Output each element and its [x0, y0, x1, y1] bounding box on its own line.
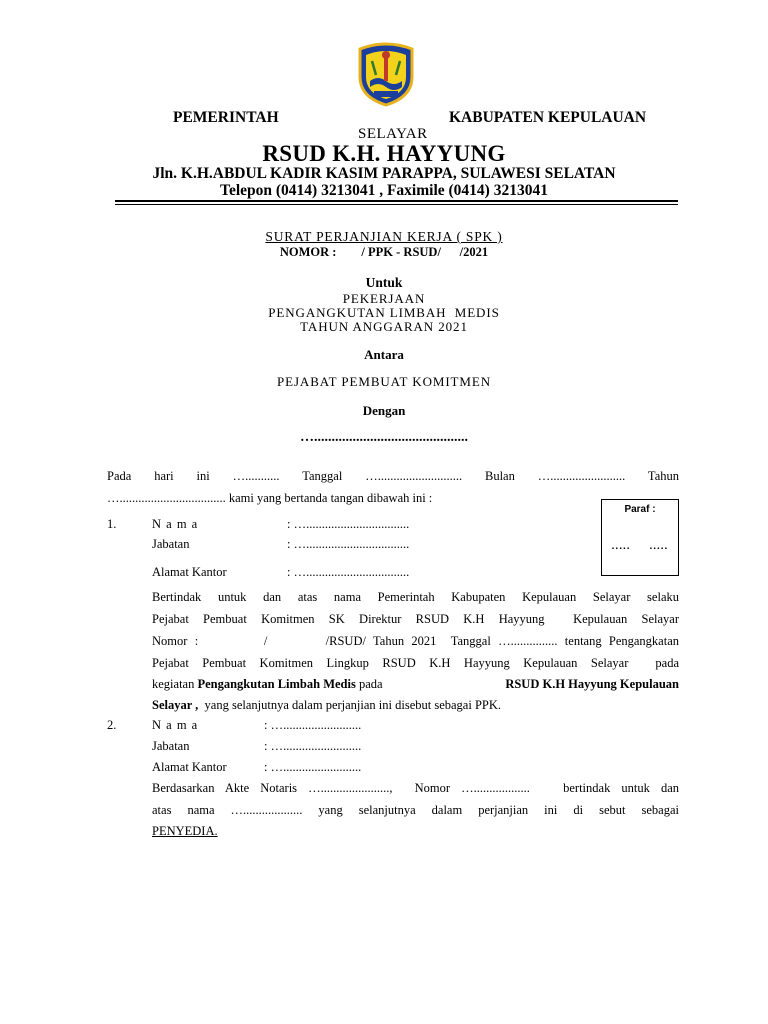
document-number: NOMOR : / PPK - RSUD/ /2021 — [279, 245, 489, 259]
initials-box — [601, 499, 679, 576]
pekerjaan-label: PEKERJAAN — [342, 291, 426, 306]
section-1-position-label: Jabatan — [152, 537, 190, 551]
intro-line-2: ….................................. kami yang bertanda tangan dibawah ini : — [107, 491, 433, 505]
section-1-address-label: Alamat Kantor — [152, 565, 227, 579]
regency-name: SELAYAR — [358, 126, 428, 142]
job-name-inline: Pengangkutan Limbah Medis — [197, 677, 356, 691]
initials-dots: ..... ..... — [611, 541, 669, 552]
regency-emblem-icon — [356, 41, 416, 107]
section-1-para-line-5 — [152, 677, 679, 692]
regency-name-inline: Selayar , — [152, 698, 199, 712]
section-2-address-value: : …......................... — [264, 760, 362, 774]
section-1-position-value: : …................................. — [287, 537, 410, 551]
document-title: SURAT PERJANJIAN KERJA ( SPK ) — [265, 229, 503, 244]
header-divider-thin — [115, 204, 678, 205]
section-1-para-line-1: Bertindak untuk dan atas nama Pemerintah Kabupaten Kepulauan Selayar selaku — [152, 590, 679, 604]
hospital-name: RSUD K.H. HAYYUNG — [262, 141, 506, 166]
section-2-name-value: : …......................... — [264, 718, 362, 732]
section-1-name-label: N a m a — [152, 517, 199, 531]
section-2-name-label: N a m a — [152, 718, 199, 732]
section-1-address-value: : …................................. — [287, 565, 410, 579]
dengan-label: Dengan — [362, 403, 406, 418]
party-two-placeholder: …............................................ — [300, 430, 468, 445]
provider-label: PENYEDIA. — [152, 824, 218, 838]
section-2-para-line-1: Berdasarkan Akte Notaris …......................, Nomor ….................. bertindak untuk dan — [152, 781, 679, 795]
party-one-title: PEJABAT PEMBUAT KOMITMEN — [277, 374, 491, 389]
section-1-number: 1. — [107, 517, 117, 531]
hospital-address: Jln. K.H.ABDUL KADIR KASIM PARAPPA, SULAWESI SELATAN — [152, 165, 616, 182]
section-2-position-label: Jabatan — [152, 739, 190, 753]
job-name: PENGANGKUTAN LIMBAH MEDIS — [268, 305, 500, 320]
text-ppk-definition: yang selanjutnya dalam perjanjian ini disebut sebagai PPK. — [198, 698, 502, 712]
section-2-address-label: Alamat Kantor — [152, 760, 227, 774]
intro-line-1: Pada hari ini …........... Tanggal …........................... Bulan …........................ Tahun — [107, 469, 679, 483]
text-kegiatan: kegiatan — [152, 677, 198, 691]
section-1-para-line-6 — [152, 698, 501, 713]
initials-label: Paraf : — [624, 504, 656, 515]
section-2-position-value: : …......................... — [264, 739, 362, 753]
hospital-name-inline: RSUD K.H Hayyung Kepulauan — [505, 677, 679, 691]
regency-label: KABUPATEN KEPULAUAN — [449, 109, 647, 126]
untuk-label: Untuk — [365, 275, 403, 290]
section-1-para-line-3: Nomor : / /RSUD/ Tahun 2021 Tanggal …............... tentang Pengangkatan — [152, 634, 679, 648]
government-label: PEMERINTAH — [173, 109, 279, 126]
antara-label: Antara — [364, 347, 404, 362]
section-1-para-line-2: Pejabat Pembuat Komitmen SK Direktur RSUD K.H Hayyung Kepulauan Selayar — [152, 612, 679, 626]
section-2-para-line-2: atas nama …................... yang selanjutnya dalam perjanjian ini di sebut sebagai — [152, 803, 679, 817]
section-1-name-value: : …................................. — [287, 517, 410, 531]
hospital-phone: Telepon (0414) 3213041 , Faximile (0414) 3213041 — [220, 182, 548, 199]
section-1-para-line-4: Pejabat Pembuat Komitmen Lingkup RSUD K.H Hayyung Kepulauan Selayar pada — [152, 656, 679, 670]
text-pada: pada — [355, 677, 383, 691]
budget-year: TAHUN ANGGARAN 2021 — [300, 319, 468, 334]
header-divider — [115, 200, 678, 202]
section-2-number: 2. — [107, 718, 117, 732]
